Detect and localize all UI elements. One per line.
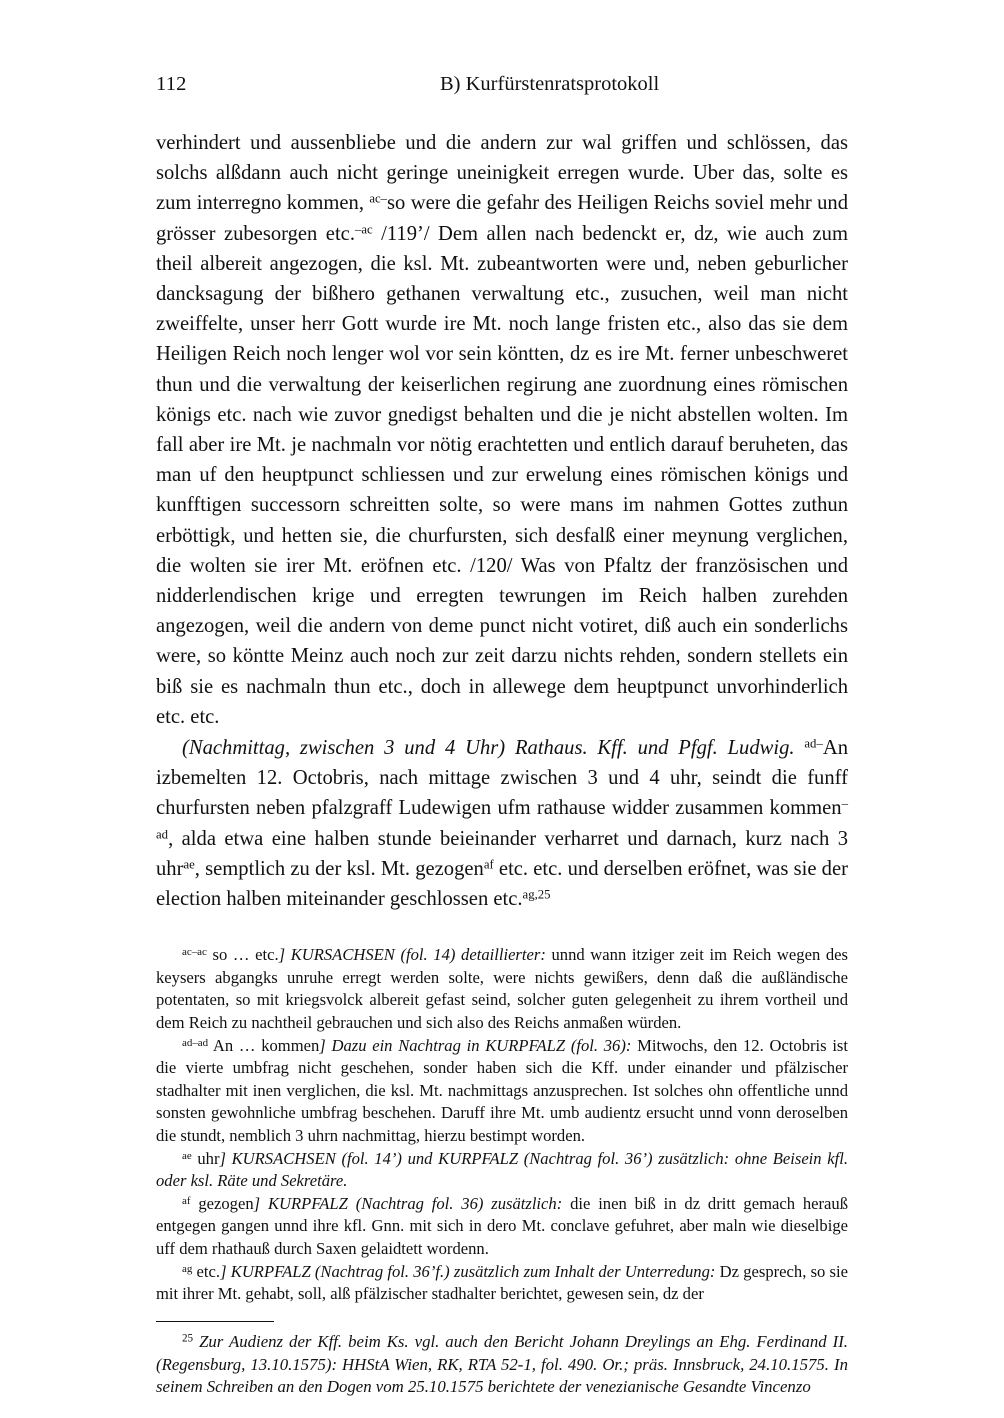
apparatus-lemma-ac: so … etc. [206,945,279,965]
body-paragraph-2 [156,733,848,914]
apparatus-lemma-ae: uhr [191,1148,220,1168]
apparatus-note-ad [156,1035,848,1148]
footnote-marker-ad-open: ad– [804,736,823,751]
footnote-25 [156,1331,848,1399]
footnote-text-25: Zur Audienz der Kff. beim Ks. vgl. auch den Bericht Johann Dreylings an Ehg. Ferdinand II. (Regensburg, 13.10.1575): HHStA Wien, RK, RTA 52-1, fol. 490. Or.; präs. Innsbruck, 24.10.1575. In seinem Schreiben an den Dogen vom 25.10.1575 berichtete der venezianische Gesandte Vincenzo [156,1331,848,1397]
apparatus-marker-ae: ae [182,1149,192,1162]
running-head [156,74,848,98]
paragraph-2-text-a: An izbemelten 12. Octobris, nach mittage zwischen 3 und 4 uhr, seindt die funff churfursten neben pfalzgraff Ludewigen ufm rathause widder zusammen kommen [156,737,848,820]
apparatus-source-ad: ] Dazu ein Nachtrag in KURPFALZ (fol. 36): [319,1035,632,1055]
footnote-marker-ac-open: ac– [369,191,388,206]
running-title: B) Kurfürstenratsprotokoll [440,73,660,95]
session-heading: (Nachmittag, zwischen 3 und 4 Uhr) Rathaus. Kff. und Pfgf. Ludwig. [182,737,795,760]
footnote-marker-ae: ae [183,857,195,872]
critical-apparatus [156,944,848,1306]
apparatus-text-af: die inen biß in dz dritt gemach herauß entgegen gangen unnd ihre kfl. Gnn. mit sich in dero Mt. conclave gefuhret, aber maln wie dieselbige uff dem rhathauß durch Saxen gelaidtett wordenn. [156,1193,849,1258]
apparatus-text-ag: Dz gesprech, so sie mit ihrer Mt. gehabt, soll, alß pfälzischer stadhalter berichtet, gewesen sein, dz der [156,1261,848,1304]
apparatus-note-af [156,1193,848,1261]
apparatus-marker-af: af [182,1194,191,1207]
paragraph-1-text-b: so were die gefahr des Heiligen Reichs soviel mehr und grösser zubesorgen etc. [156,192,848,245]
page-number: 112 [156,73,187,95]
footnote-marker-25: 25 [537,887,551,902]
paragraph-2-text-c: , semptlich zu der ksl. Mt. gezogen [194,857,484,880]
body-paragraph-1 [156,128,848,732]
footnote-marker-ag: ag, [522,887,538,902]
footnote-number-25: 25 [182,1332,194,1345]
apparatus-source-ae: ] KURSACHSEN (fol. 14’) und KURPFALZ (Nachtrag fol. 36’) zusätzlich: ohne Beisein kfl. oder ksl. Räte und Sekretäre. [156,1148,848,1191]
apparatus-lemma-ag: etc. [192,1261,221,1281]
apparatus-marker-ad: ad–ad [182,1036,209,1049]
apparatus-note-ae [156,1148,848,1193]
paragraph-2-text-b: , alda etwa eine halben stunde beieinander verharret und darnach, kurz nach 3 uhr [156,827,848,880]
apparatus-note-ac [156,944,848,1034]
paragraph-1-text-c: /119’/ Dem allen nach bedenckt er, dz, wie auch zum theil albereit angezogen, die ksl. Mt. zubeantworten were und, neben geburlicher dancksagung der bißhero gethanen verwaltung etc., zusuchen, weil man nicht zweiffelte, unser herr Gott wurde ire Mt. noch lange fristen etc., also das sie dem Heiligen Reich noch lenger wol vor sein köntten, dz es ire Mt. ferner unbeschweret thun und die verwaltung der keiserlichen regirung ane zuordnung eines römischen königs etc. nach wie zuvor gnedigst behalten und die je nicht abstellen wolten. Im fall aber ire Mt. je nachmaln vor nötig erachtetten und entlich darauf beruheten, das man uf den heuptpunct schliessen und zur erwelung eines römischen königs und kunfftigen successorn schreitten solte, so were mans im nahmen Gottes zuthun erböttigk, und hetten sie, die churfursten, sich desfalß einer meynung verglichen, die wolten sie irer Mt. eröfnen etc. /120/ Was von Pfaltz der französischen und nidderlendischen krige und erregten tewrungen im Reich halben zurehden angezogen, weil die andern von deme punct nicht votiret, diß auch ein sonderlichs were, so köntte Meinz auch noch zur zeit darzu nichts rehden, sondern stellets ein biß sie es nachmaln thun etc., doch in allewege dem heuptpunct unvorhinderlich etc. etc. [156,222,848,728]
apparatus-source-af: ] KURPFALZ (Nachtrag fol. 36) zusätzlich: [253,1193,563,1213]
paragraph-1-text-a: verhindert und aussenbliebe und die andern zur wal griffen und schlössen, das solchs alßdann auch nicht geringe uneinigkeit erregen wurde. Uber das, solte es zum interregno kommen, [156,132,848,215]
footnote-marker-ac-close: –ac [354,221,373,236]
footnote-marker-af: af [483,857,494,872]
apparatus-marker-ag: ag [182,1262,193,1275]
footnote-marker-ad-close: –ad [156,796,848,842]
apparatus-note-ag [156,1261,848,1306]
paragraph-2-text-d: etc. etc. und derselben eröfnet, was sie der election halben miteinander geschlossen etc. [156,857,848,911]
apparatus-marker-ac: ac–ac [182,946,207,959]
footnote-separator-rule [156,1321,274,1322]
apparatus-source-ag: ] KURPFALZ (Nachtrag fol. 36’f.) zusätzlich zum Inhalt der Unterredung: [220,1261,716,1281]
footnote-section [156,1331,848,1399]
apparatus-lemma-af: gezogen [190,1193,254,1213]
apparatus-lemma-ad: An … kommen [208,1035,320,1055]
apparatus-text-ac: unnd wann itziger zeit im Reich wegen des keysers abgangks unruhe erregt werden solte, were nichts gewißers, denn daß die außländische potentaten, so mit kriegsvolck albereit gefast seind, solcher guten gelegenheit zu ihrem vortheil und dem Reich zu nachtheil gebrauchen und sich also des Reichs anmaßen würden. [156,945,848,1033]
apparatus-text-ad: Mitwochs, den 12. Octobris ist die vierte umbfrag nicht geschehen, sonder haben sich die Kff. under einander und pfälzischer stadhalter mit inen verglichen, die ksl. Mt. nachmittags anzusprechen. Ist solches ohn offentliche unnd sonsten gewohnliche umbfrag beschehen. Daruff ihre Mt. umb audientz ersucht unnd vonn deroselben die stundt, nemblich 3 uhrn nachmittag, hierzu bestimpt worden. [156,1035,848,1146]
page-content [156,74,848,1399]
apparatus-source-ac: ] KURSACHSEN (fol. 14) detaillierter: [278,945,546,965]
